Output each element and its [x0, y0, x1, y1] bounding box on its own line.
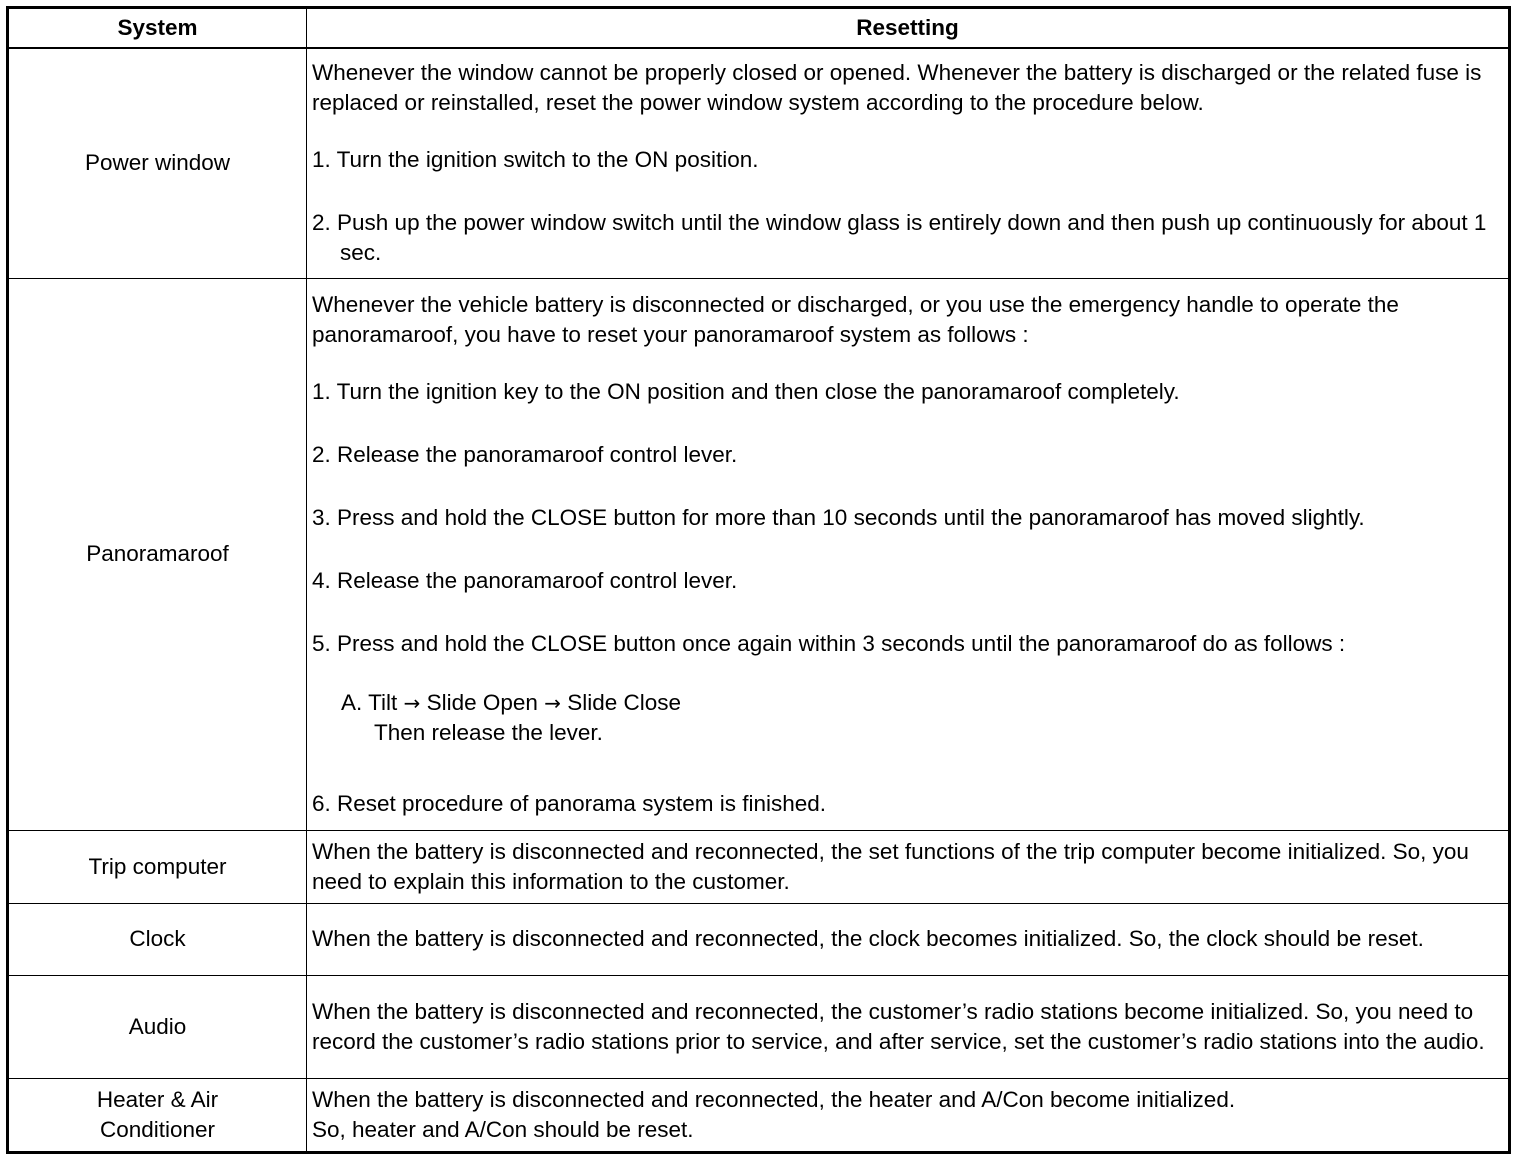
system-cell: Clock [8, 903, 307, 975]
arrow-right-icon: → [544, 690, 561, 715]
intro-text: Whenever the window cannot be properly closed or opened. Whenever the battery is discharged or the related fuse is replaced or reinstalled, reset the power window system according to the procedure below. [312, 60, 1482, 116]
system-cell: Panoramaroof [8, 278, 307, 830]
sub-step-slide-open: Slide Open [426, 689, 538, 715]
sub-step-slide-close: Slide Close [567, 689, 682, 715]
resetting-cell [307, 903, 1510, 975]
description-text: So, heater and A/Con should be reset. [312, 1116, 694, 1142]
step-item: 5. Press and hold the CLOSE button once again within 3 seconds until the panoramaroof do as follows : [312, 630, 1346, 656]
system-cell [8, 1078, 307, 1152]
resetting-cell [307, 830, 1510, 903]
table-row-clock [8, 903, 1510, 975]
resetting-cell [307, 975, 1510, 1078]
table-row-trip-computer [8, 830, 1510, 903]
resetting-cell [307, 1078, 1510, 1152]
resetting-cell [307, 278, 1510, 830]
table-header-row [8, 8, 1510, 49]
table-row-heater-air-conditioner [8, 1078, 1510, 1152]
description-text: When the battery is disconnected and reconnected, the heater and A/Con become initialized. [312, 1086, 1236, 1112]
system-cell: Power window [8, 48, 307, 278]
step-item: 2. Push up the power window switch until the window glass is entirely down and then push up continuously for about 1 sec. [312, 210, 1487, 266]
sub-step-marker: A. [341, 689, 363, 715]
sub-step-continuation: Then release the lever. [374, 719, 603, 745]
system-cell: Audio [8, 975, 307, 1078]
sub-step [312, 688, 1498, 718]
step-item: 2. Release the panoramaroof control lever. [312, 441, 738, 467]
system-reset-table [6, 6, 1511, 1154]
step-item: 3. Press and hold the CLOSE button for more than 10 seconds until the panoramaroof has moved slightly. [312, 504, 1365, 530]
table-row-power-window [8, 48, 1510, 278]
sub-step-tilt: Tilt [368, 689, 398, 715]
column-header-resetting: Resetting [307, 8, 1510, 49]
resetting-cell [307, 48, 1510, 278]
column-header-system: System [8, 8, 307, 49]
description-text: When the battery is disconnected and reconnected, the customer’s radio stations become initialized. So, you need to record the customer’s radio stations prior to service, and after service, set the customer’s radio stations into the audio. [312, 998, 1485, 1054]
arrow-right-icon: → [403, 690, 421, 715]
description-text: When the battery is disconnected and reconnected, the set functions of the trip computer become initialized. So, you need to explain this information to the customer. [312, 838, 1469, 894]
intro-text: Whenever the vehicle battery is disconnected or discharged, or you use the emergency handle to operate the panoramaroof, you have to reset your panoramaroof system as follows : [312, 291, 1399, 347]
step-item: 6. Reset procedure of panorama system is finished. [312, 790, 827, 816]
step-item: 4. Release the panoramaroof control lever. [312, 567, 738, 593]
table-row-audio [8, 975, 1510, 1078]
table-row-panoramaroof [8, 278, 1510, 830]
step-item: 1. Turn the ignition switch to the ON position. [312, 147, 759, 173]
system-label: Heater & Air Conditioner [96, 1086, 219, 1142]
description-text: When the battery is disconnected and reconnected, the clock becomes initialized. So, the clock should be reset. [312, 926, 1424, 951]
step-item: 1. Turn the ignition key to the ON position and then close the panoramaroof completely. [312, 378, 1180, 404]
system-cell: Trip computer [8, 830, 307, 903]
